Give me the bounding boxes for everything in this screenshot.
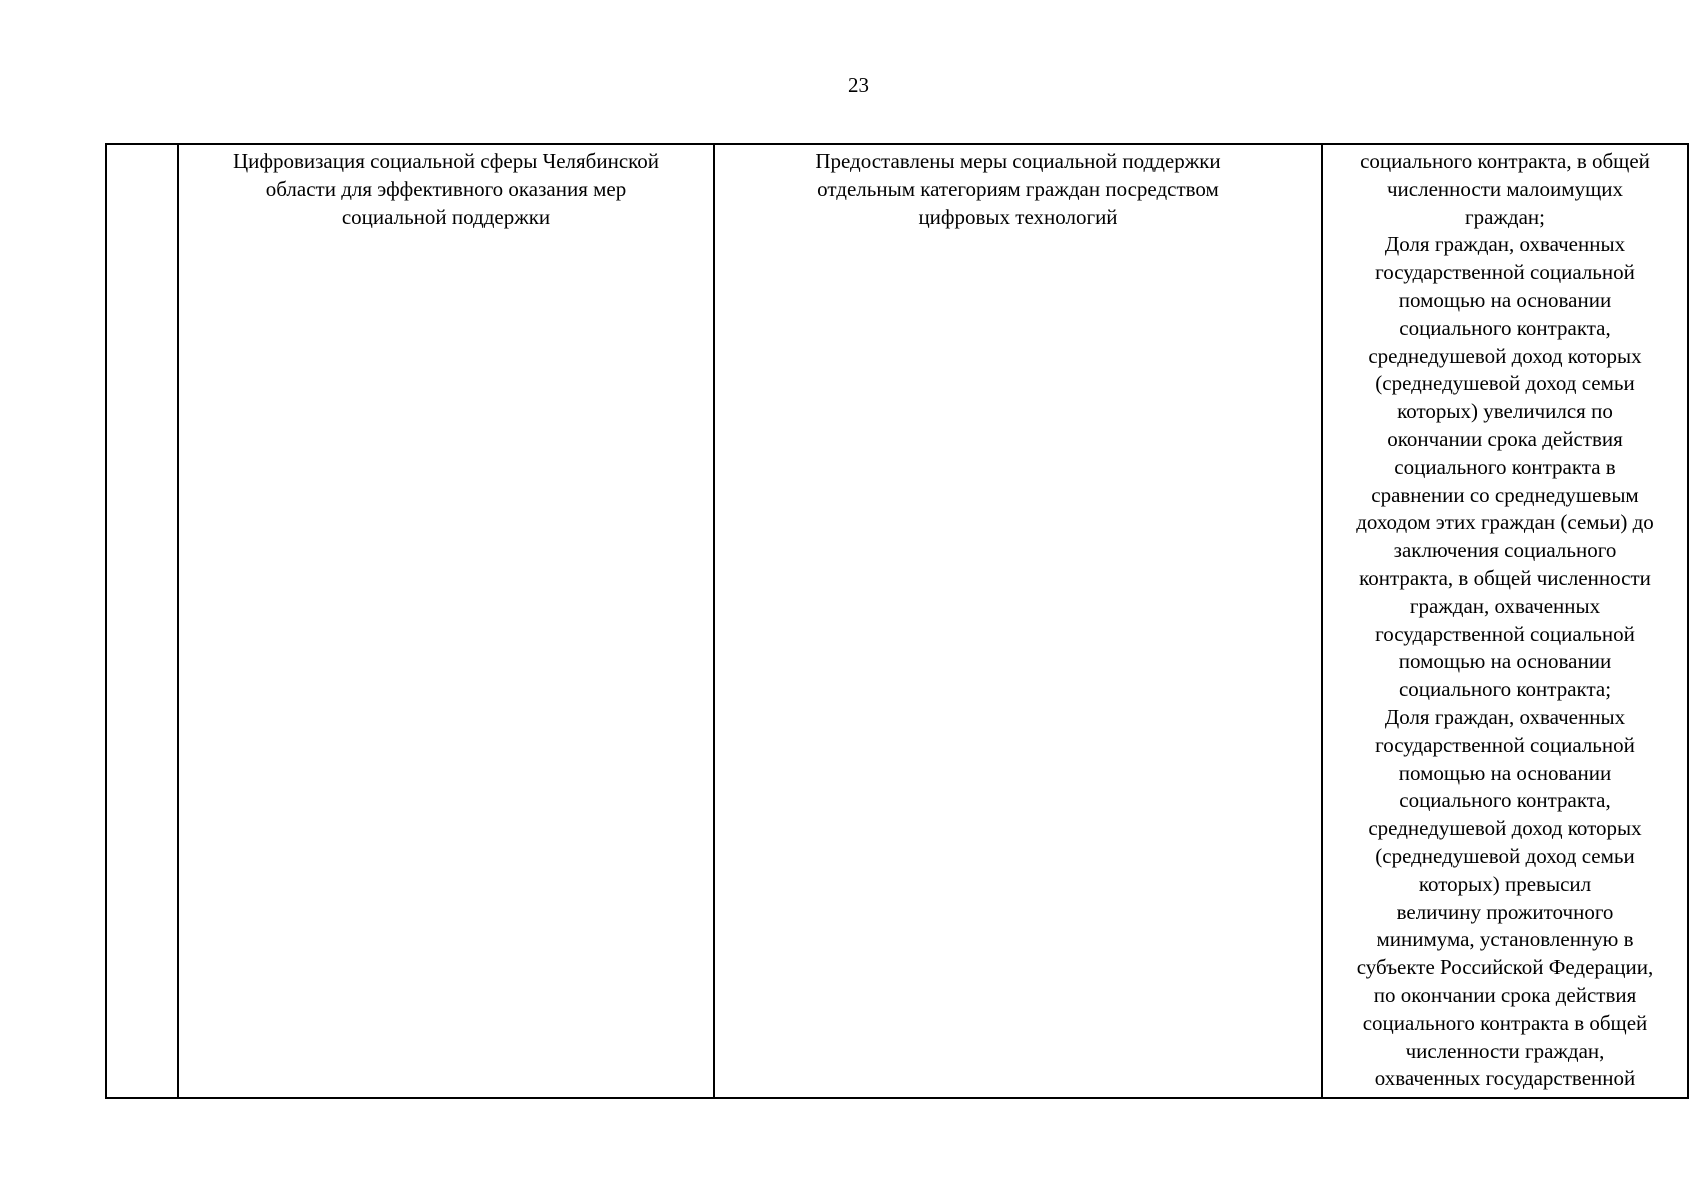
indicator-line: заключения социального [1393, 538, 1617, 563]
indicator-line: граждан, охваченных [1409, 593, 1601, 618]
indicator-line: среднедушевой доход которых [1368, 816, 1642, 841]
indicator-line: социального контракта, [1399, 788, 1611, 813]
indicator-line: социального контракта, [1399, 315, 1611, 340]
indicator-line: охваченных государственной [1374, 1066, 1636, 1091]
indicator-line: сравнении со среднедушевым [1371, 482, 1639, 507]
indicator-line: субъекте Российской Федерации, [1356, 955, 1654, 980]
indicator-line: (среднедушевой доход семьи [1375, 371, 1635, 396]
indicator-line: Доля граждан, охваченных [1384, 704, 1626, 729]
indicator-line: помощью на основании [1398, 649, 1612, 674]
indicator-line: которых) увеличился по [1397, 399, 1613, 424]
document-table [105, 143, 1689, 1099]
indicator-cell [1322, 144, 1688, 1098]
indicator-line: доходом этих граждан (семьи) до [1356, 510, 1654, 535]
result-line: цифровых технологий [918, 204, 1118, 229]
indicator-line: окончании срока действия [1387, 426, 1623, 451]
indicator-line: численности малоимущих [1387, 176, 1623, 201]
indicator-line: социального контракта в общей [1362, 1010, 1648, 1035]
indicator-line: государственной социальной [1375, 732, 1635, 757]
result-line: Предоставлены меры социальной поддержки [815, 149, 1221, 173]
indicator-line: по окончании срока действия [1373, 982, 1637, 1007]
result-cell [714, 144, 1322, 1098]
indicator-line: государственной социальной [1375, 621, 1635, 646]
indicator-line: государственной социальной [1375, 260, 1635, 285]
indicator-line: Доля граждан, охваченных [1384, 232, 1626, 257]
indicator-line: среднедушевой доход которых [1368, 343, 1642, 368]
task-line: Цифровизация социальной сферы Челябинской [232, 149, 660, 173]
indicator-line: которых) превысил [1418, 871, 1592, 896]
indicator-line: минимума, установленную в [1376, 927, 1634, 952]
indicator-line: социального контракта в [1394, 454, 1616, 479]
indicator-line: социального контракта; [1398, 677, 1612, 702]
row-number-cell [106, 144, 178, 1098]
indicator-line: контракта, в общей численности [1359, 565, 1651, 590]
result-line: отдельным категориям граждан посредством [817, 176, 1219, 201]
task-cell [178, 144, 714, 1098]
indicator-line: величину прожиточного [1396, 899, 1614, 924]
page-number: 23 [848, 73, 869, 97]
indicator-line: (среднедушевой доход семьи [1375, 843, 1635, 868]
table-row [106, 144, 1688, 1098]
indicator-line: помощью на основании [1398, 287, 1612, 312]
indicator-line: помощью на основании [1398, 760, 1612, 785]
indicator-line: численности граждан, [1405, 1038, 1605, 1063]
task-line: социальной поддержки [341, 204, 551, 229]
indicator-line: граждан; [1464, 204, 1546, 229]
indicator-line: социального контракта, в общей [1360, 149, 1650, 173]
task-line: области для эффективного оказания мер [265, 176, 627, 201]
